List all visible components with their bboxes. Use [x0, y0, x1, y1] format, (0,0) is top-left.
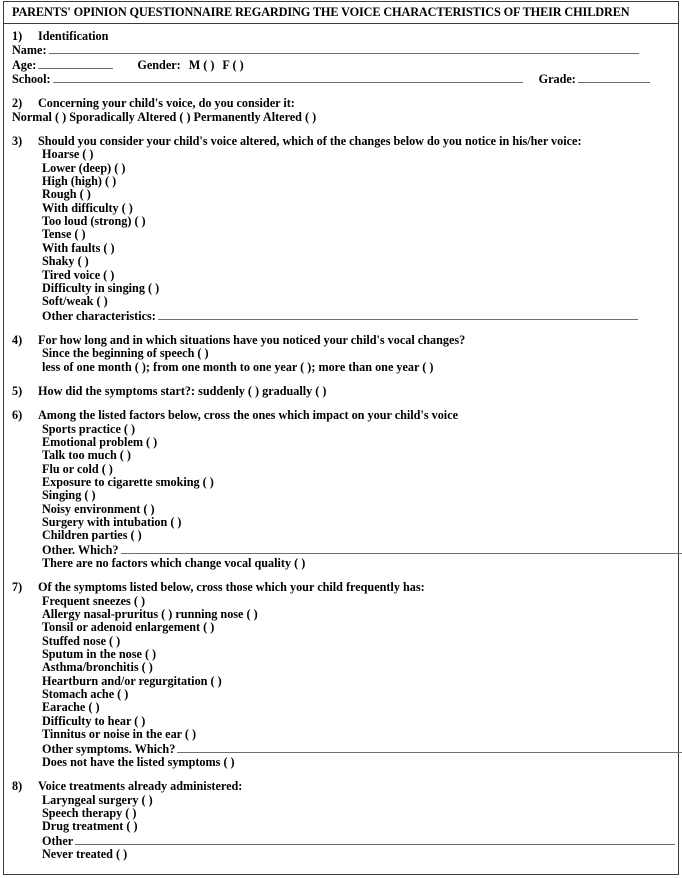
list-item[interactable]: Sports practice ( ) [42, 421, 136, 436]
section-5-number: 5) [12, 383, 23, 398]
section-2-options[interactable]: Normal ( ) Sporadically Altered ( ) Permanently Altered ( ) [12, 109, 317, 124]
name-label: Name: [12, 43, 47, 58]
list-item[interactable]: With difficulty ( ) [42, 200, 133, 215]
other-symptoms-row [12, 742, 670, 756]
school-input[interactable] [53, 72, 523, 83]
section-4-number: 4) [12, 332, 23, 347]
list-item[interactable]: Speech therapy ( ) [42, 805, 137, 820]
school-grade-row [12, 72, 670, 86]
list-item[interactable]: Frequent sneezes ( ) [42, 593, 146, 608]
gender-female-option[interactable]: F ( ) [222, 57, 244, 72]
section-6-heading-text: Among the listed factors below, cross the ones which impact on your child's voice [38, 408, 459, 423]
section-2 [12, 97, 670, 124]
age-input[interactable] [38, 58, 113, 69]
section-4-heading [12, 334, 670, 347]
list-item[interactable]: Rough ( ) [42, 187, 91, 202]
section-1-heading-text: Identification [38, 29, 109, 43]
section-3-number: 3) [12, 134, 23, 149]
list-item[interactable]: Drug treatment ( ) [42, 819, 138, 834]
section-8-heading [12, 780, 670, 793]
section-8-heading-text: Voice treatments already administered: [38, 779, 243, 794]
page-title: PARENTS' OPINION QUESTIONNAIRE REGARDING THE VOICE CHARACTERISTICS OF THEIR CHILDREN [12, 5, 630, 19]
list-item[interactable]: Tired voice ( ) [42, 267, 115, 282]
section-3-heading-text: Should you consider your child's voice altered, which of the changes below do you notice in his/her voice: [38, 134, 582, 149]
list-item[interactable]: Stuffed nose ( ) [42, 633, 121, 648]
other-factor-label: Other. Which? [42, 542, 119, 557]
list-item[interactable]: Never treated ( ) [42, 846, 128, 861]
section-2-heading [12, 97, 670, 110]
questionnaire-body [4, 24, 678, 861]
list-item[interactable]: Emotional problem ( ) [42, 434, 158, 449]
name-input[interactable] [49, 43, 639, 54]
section-5-heading[interactable] [12, 385, 670, 398]
other-treatment-label: Other [42, 833, 74, 848]
list-item[interactable]: Shaky ( ) [42, 254, 89, 269]
list-item[interactable]: Sputum in the nose ( ) [42, 647, 157, 662]
school-label: School: [12, 72, 51, 87]
section-8-number: 8) [12, 779, 23, 794]
other-characteristics-label: Other characteristics: [42, 308, 156, 323]
list-item[interactable]: Exposure to cigarette smoking ( ) [42, 474, 214, 489]
age-gender-row [12, 58, 670, 72]
list-item[interactable]: Since the beginning of speech ( ) [42, 346, 209, 361]
list-item[interactable]: Surgery with intubation ( ) [42, 515, 182, 529]
section-3-heading [12, 135, 670, 148]
title-cell [4, 2, 678, 24]
other-factor-input[interactable] [121, 543, 682, 554]
list-item[interactable]: There are no factors which change vocal quality ( ) [42, 556, 306, 571]
other-characteristics-row [12, 309, 670, 323]
list-item[interactable]: Tinnitus or noise in the ear ( ) [42, 727, 197, 742]
questionnaire-frame [3, 1, 679, 875]
list-item[interactable]: Earache ( ) [42, 700, 100, 715]
section-6-number: 6) [12, 408, 23, 423]
section-2-heading-text: Concerning your child's voice, do you consider it: [38, 96, 295, 111]
name-row [12, 43, 670, 57]
list-item[interactable]: less of one month ( ); from one month to one year ( ); more than one year ( ) [42, 359, 434, 374]
list-item[interactable]: Hoarse ( ) [42, 147, 94, 162]
list-item[interactable]: Difficulty in singing ( ) [42, 280, 160, 295]
section-2-number: 2) [12, 96, 23, 111]
list-item[interactable]: Stomach ache ( ) [42, 687, 129, 702]
list-item[interactable]: Tense ( ) [42, 227, 86, 242]
other-treatment-row [12, 834, 670, 848]
section-7-heading [12, 581, 670, 594]
list-item[interactable]: Difficulty to hear ( ) [42, 713, 146, 728]
section-5-heading-text: How did the symptoms start?: suddenly ( ) gradually ( ) [38, 383, 327, 398]
list-item[interactable]: Allergy nasal-pruritus ( ) running nose ( ) [42, 607, 258, 622]
list-item[interactable]: Talk too much ( ) [42, 448, 131, 463]
list-item[interactable]: Heartburn and/or regurgitation ( ) [42, 673, 222, 688]
section-3 [12, 135, 670, 323]
list-item[interactable]: Too loud (strong) ( ) [42, 214, 146, 229]
section-6 [12, 409, 670, 570]
grade-label: Grade: [538, 72, 576, 87]
other-factor-row [12, 543, 670, 557]
section-1-number: 1) [12, 29, 23, 43]
list-item[interactable]: Does not have the listed symptoms ( ) [42, 754, 235, 769]
section-4 [12, 334, 670, 374]
list-item[interactable]: High (high) ( ) [42, 174, 117, 189]
section-1-heading [12, 30, 670, 43]
other-treatment-input[interactable] [75, 834, 675, 845]
list-item[interactable]: Soft/weak ( ) [42, 294, 108, 309]
list-item[interactable]: Singing ( ) [42, 488, 96, 503]
gender-male-option[interactable]: M ( ) [188, 57, 215, 72]
list-item[interactable]: Noisy environment ( ) [42, 501, 155, 516]
section-4-heading-text: For how long and in which situations have you noticed your child's vocal changes? [38, 332, 466, 347]
list-item[interactable]: Asthma/bronchitis ( ) [42, 660, 153, 675]
gender-label: Gender: [137, 57, 181, 72]
section-1 [12, 30, 670, 86]
section-7 [12, 581, 670, 769]
list-item[interactable]: With faults ( ) [42, 240, 115, 255]
section-5 [12, 385, 670, 398]
list-item[interactable]: Laryngeal surgery ( ) [42, 792, 153, 807]
other-symptoms-input[interactable] [177, 742, 682, 753]
list-item[interactable]: Flu or cold ( ) [42, 461, 113, 476]
section-6-heading [12, 409, 670, 422]
other-characteristics-input[interactable] [158, 309, 638, 320]
section-7-heading-text: Of the symptoms listed below, cross those which your child frequently has: [38, 580, 425, 595]
age-label: Age: [12, 57, 37, 72]
grade-input[interactable] [578, 72, 650, 83]
section-7-number: 7) [12, 580, 23, 595]
list-item[interactable]: Tonsil or adenoid enlargement ( ) [42, 620, 215, 635]
other-symptoms-label: Other symptoms. Which? [42, 741, 176, 756]
list-item[interactable]: Lower (deep) ( ) [42, 160, 126, 175]
section-8 [12, 780, 670, 861]
list-item[interactable]: Children parties ( ) [42, 528, 142, 543]
